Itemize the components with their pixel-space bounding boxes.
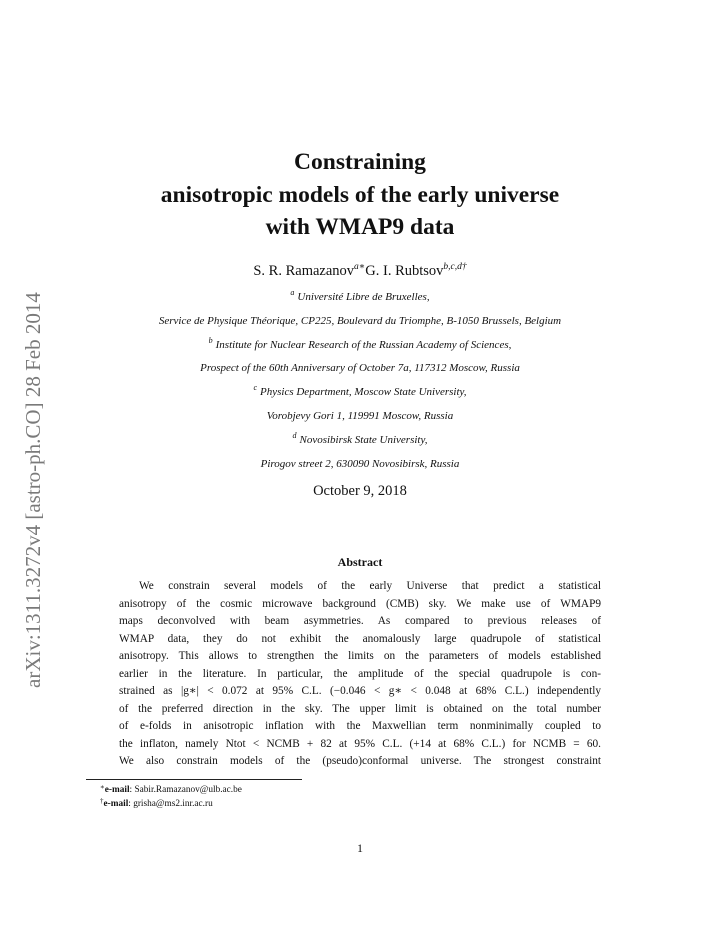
affiliation-text: Pirogov street 2, 630090 Novosibirsk, Russia bbox=[260, 457, 460, 470]
abstract-line: anisotropy. This allows to strengthen the limits on the parameters of models established bbox=[119, 650, 601, 663]
author-list bbox=[0, 263, 720, 280]
affiliation-text: Vorobjevy Gori 1, 119991 Moscow, Russia bbox=[266, 409, 454, 422]
affiliation-mark: c bbox=[253, 383, 258, 393]
affiliations bbox=[0, 286, 720, 476]
affiliation-line bbox=[0, 429, 720, 453]
author-affil-mark: b,c,d† bbox=[443, 262, 467, 272]
affiliation-text: Novosibirsk State University, bbox=[299, 433, 428, 446]
affiliation-line bbox=[0, 453, 720, 477]
abstract-heading: Abstract bbox=[337, 555, 383, 569]
abstract-line: the inflaton, namely Ntot < NCMB + 82 at 95% C.L. (+14 at 68% C.L.) for NCMB = 60. bbox=[119, 737, 601, 750]
affiliation-line bbox=[0, 310, 720, 334]
footnote-label: e-mail bbox=[104, 785, 130, 795]
affiliation-line bbox=[0, 286, 720, 310]
affiliation-line bbox=[0, 334, 720, 358]
author-name: S. R. Ramazanov bbox=[253, 263, 355, 279]
abstract-line: We constrain several models of the early Universe that predict a statistical bbox=[139, 580, 601, 592]
affiliation-line bbox=[0, 405, 720, 429]
abstract-line: We also constrain models of the (pseudo)conformal universe. The strongest constraint bbox=[119, 755, 601, 768]
footnote bbox=[100, 783, 242, 797]
title-line-2: anisotropic models of the early universe bbox=[160, 181, 560, 208]
affiliation-text: Prospect of the 60th Anniversary of October 7a, 117312 Moscow, Russia bbox=[200, 362, 520, 375]
footnotes bbox=[100, 783, 242, 811]
paper-title bbox=[0, 146, 720, 244]
affiliation-mark: a bbox=[290, 288, 295, 297]
affiliation-text: Université Libre de Bruxelles, bbox=[297, 291, 430, 303]
affiliation-text: Institute for Nuclear Research of the Russian Academy of Sciences, bbox=[215, 338, 512, 351]
affiliation-text: Service de Physique Théorique, CP225, Boulevard du Triomphe, B-1050 Brussels, Belgium bbox=[158, 314, 562, 327]
author-name: G. I. Rubtsov bbox=[365, 263, 444, 279]
abstract-line: WMAP data, they do not exhibit the anomalously large quadrupole of statistical bbox=[119, 632, 601, 645]
arxiv-identifier: arXiv:1311.3272v4 [astro-ph.CO] 28 Feb 2014 bbox=[21, 292, 45, 688]
page-number: 1 bbox=[357, 841, 363, 855]
footnote bbox=[100, 797, 242, 811]
affiliation-line bbox=[0, 381, 720, 405]
abstract-line: of e-folds in anisotropic inflation with the Maxwellian term nonminimally coupled to bbox=[119, 720, 601, 733]
title-line-3: with WMAP9 data bbox=[265, 214, 455, 240]
abstract-line: of the preferred direction in the sky. The upper limit is obtained on the total number bbox=[119, 702, 601, 715]
title-line-1: Constraining bbox=[294, 149, 426, 175]
abstract-line: anisotropy of the cosmic microwave background (CMB) sky. We make use of WMAP9 bbox=[119, 597, 601, 610]
footnote-divider bbox=[86, 779, 302, 780]
footnote-email: : Sabir.Ramazanov@ulb.ac.be bbox=[129, 785, 242, 795]
abstract-body bbox=[119, 578, 601, 771]
paper-date: October 9, 2018 bbox=[313, 483, 407, 499]
footnote-mark: † bbox=[100, 797, 104, 805]
footnote-email: : grisha@ms2.inr.ac.ru bbox=[128, 799, 213, 809]
affiliation-mark: b bbox=[208, 335, 213, 345]
footnote-mark: ∗ bbox=[100, 783, 105, 791]
affiliation-mark: d bbox=[292, 430, 297, 440]
footnote-label: e-mail bbox=[103, 799, 129, 809]
abstract-line: earlier in the literature. In particular, the amplitude of the special quadrupole is con- bbox=[119, 667, 601, 680]
affiliation-text: Physics Department, Moscow State University, bbox=[260, 386, 467, 399]
abstract-line: maps deconvolved with beam asymmetries. As compared to previous releases of bbox=[119, 615, 601, 628]
abstract-line: strained as |g∗| < 0.072 at 95% C.L. (−0.046 < g∗ < 0.048 at 68% C.L.) independently bbox=[119, 685, 601, 698]
author-affil-mark: a∗ bbox=[354, 262, 366, 272]
affiliation-line bbox=[0, 357, 720, 381]
